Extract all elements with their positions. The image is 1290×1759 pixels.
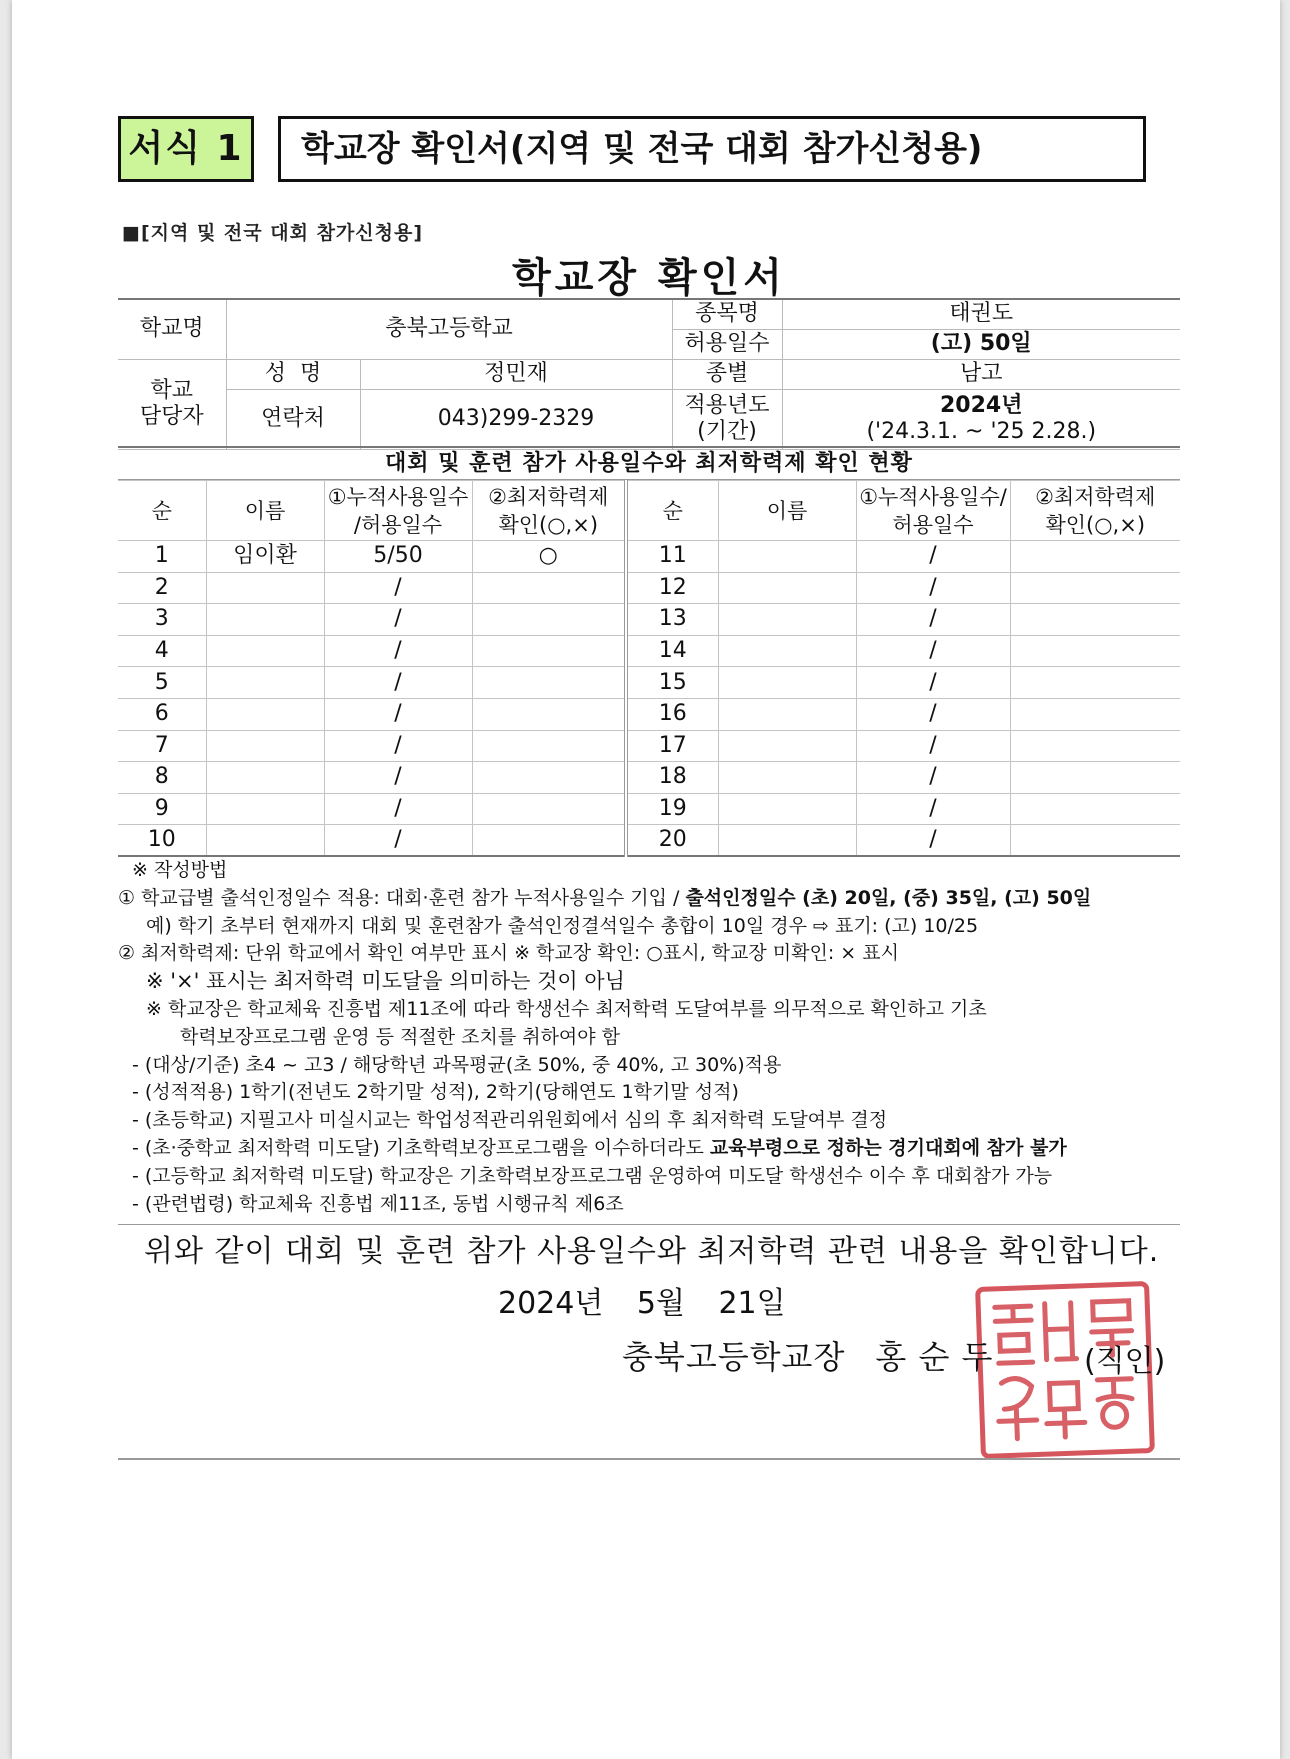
col-header-no: 순 [118,481,206,541]
row-name-right [718,825,856,857]
document-page [12,0,1280,1759]
row-check [472,635,626,667]
category-value: 남고 [782,359,1180,389]
table-row [118,541,1180,573]
row-name-right [718,604,856,636]
row-check-right [1010,635,1180,667]
col-header-check-right-line2: 확인(○,×) [1045,512,1146,537]
detail-5: - (고등학교 최저학력 미도달) 학교장은 기초학력보장프로그램 운영하여 미도달 학생선수 이수 후 대회참가 가능 [132,1164,1053,1187]
detail-4-bold: 교육부령으로 정하는 경기대회에 참가 불가 [709,1136,1067,1159]
table-row [118,730,1180,762]
row-name [206,825,324,857]
row-no-right: 16 [626,698,718,730]
contact-label: 연락처 [226,389,360,449]
row-days-right: / [856,635,1010,667]
row-days-right: / [856,793,1010,825]
row-check [472,667,626,699]
school-name-value: 충북고등학교 [226,299,672,359]
divider [118,1224,1180,1225]
row-days-right: / [856,762,1010,794]
manager-label-line2: 담당자 [139,404,204,429]
manager-name-value: 정민재 [360,359,672,389]
row-check-right [1010,825,1180,857]
row-check [472,762,626,794]
note-1-text: ① 학교급별 출석인정일수 적용: 대회·훈련 참가 누적사용일수 기입 / [118,886,686,909]
signer-school: 충북고등학교장 [622,1338,846,1376]
row-name: 임이환 [206,541,324,573]
row-no-right: 11 [626,541,718,573]
school-info-table [118,298,1180,450]
signer [622,1332,993,1378]
row-name-right [718,667,856,699]
row-no-right: 17 [626,730,718,762]
row-name-right [718,541,856,573]
detail-1: - (대상/기준) 초4 ~ 고3 / 해당학년 과목평균(초 50%, 중 40%, 고 30%)적용 [132,1053,782,1076]
row-no: 1 [118,541,206,573]
signer-name: 홍 순 두 [875,1338,994,1376]
row-name [206,730,324,762]
row-days: 5/50 [324,541,472,573]
row-check-right [1010,604,1180,636]
row-no-right: 19 [626,793,718,825]
detail-3: - (초등학교) 지필고사 미실시교는 학업성적관리위원회에서 심의 후 최저학력 도달여부 결정 [132,1109,888,1132]
allowed-days-value: (고) 50일 [782,329,1180,359]
row-days-right: / [856,730,1010,762]
row-check-right [1010,793,1180,825]
col-header-days-line2: /허용일수 [353,512,443,537]
row-no-right: 15 [626,667,718,699]
section-heading: 대회 및 훈련 참가 사용일수와 최저학력제 확인 현황 [118,446,1180,480]
year-value-line2: ('24.3.1. ~ '25 2.28.) [866,419,1097,444]
detail-4-text: - (초·중학교 최저학력 미도달) 기초학력보장프로그램을 이수하더라도 [132,1136,710,1159]
note-2-sub-2: ※ 학교장은 학교체육 진흥법 제11조에 따라 학생선수 최저학력 도달여부를 의무적으로 확인하고 기초 [146,997,987,1020]
col-header-name: 이름 [206,481,324,541]
note-2: ② 최저학력제: 단위 학교에서 확인 여부만 표시 ※ 학교장 확인: ○표시, 학교장 미확인: × 표시 [118,942,899,965]
year-value-line1: 2024년 [940,393,1023,418]
participants-table [118,480,1180,857]
detail-4 [118,1135,1188,1163]
form-number-tag: 서식 1 [118,116,254,182]
note-2-sub-2-cont: 학력보장프로그램 운영 등 적절한 조치를 취하여야 함 [180,1025,621,1048]
detail-6: - (관련법령) 학교체육 진흥법 제11조, 동법 시행규칙 제6조 [132,1192,624,1215]
sport-label: 종목명 [672,299,782,329]
row-check-right [1010,730,1180,762]
row-check [472,825,626,857]
row-no: 10 [118,825,206,857]
row-days: / [324,635,472,667]
allowed-days-label: 허용일수 [672,329,782,359]
row-check [472,793,626,825]
row-name [206,793,324,825]
note-1-bold: 출석인정일수 (초) 20일, (중) 35일, (고) 50일 [685,886,1092,909]
row-check [472,572,626,604]
col-header-days-line1: ①누적사용일수 [327,484,469,509]
document-title: 학교장 확인서 [512,255,786,301]
row-no: 9 [118,793,206,825]
row-days-right: / [856,825,1010,857]
row-check-right [1010,667,1180,699]
col-header-check-right-line1: ②최저학력제 [1035,484,1156,509]
row-days: / [324,572,472,604]
row-days: / [324,730,472,762]
row-name-right [718,635,856,667]
col-header-check-line1: ②최저학력제 [488,484,609,509]
col-header-name-right: 이름 [718,481,856,541]
row-no-right: 13 [626,604,718,636]
table-row [118,762,1180,794]
row-check-right [1010,762,1180,794]
row-check-right [1010,698,1180,730]
row-name-right [718,730,856,762]
col-header-check [472,481,626,541]
notes-heading: ※ 작성방법 [132,859,228,881]
form-subtitle: ■[지역 및 전국 대회 참가신청용] [122,222,424,244]
row-days: / [324,698,472,730]
row-name-right [718,762,856,794]
confirmation-statement: 위와 같이 대회 및 훈련 참가 사용일수와 최저학력 관련 내용을 확인합니다. [144,1234,1160,1269]
year-label-line1: 적용년도 [684,393,770,418]
row-name [206,635,324,667]
row-no: 6 [118,698,206,730]
row-no: 8 [118,762,206,794]
table-row [118,698,1180,730]
row-days: / [324,604,472,636]
row-no: 2 [118,572,206,604]
table-row [118,825,1180,857]
row-name-right [718,698,856,730]
signature-date: 2024년 5월 21일 [498,1286,786,1321]
row-name-right [718,572,856,604]
row-name [206,572,324,604]
row-no-right: 18 [626,762,718,794]
row-no-right: 14 [626,635,718,667]
col-header-check-right [1010,481,1180,541]
manager-label [118,359,226,449]
row-name [206,604,324,636]
bottom-divider [118,1458,1180,1460]
row-check [472,698,626,730]
table-row [118,793,1180,825]
manager-name-label: 성 명 [226,359,360,389]
row-days-right: / [856,541,1010,573]
row-no: 5 [118,667,206,699]
year-label [672,389,782,449]
col-header-days-right [856,481,1010,541]
row-days-right: / [856,604,1010,636]
seal-label: (직인) [1084,1344,1166,1379]
col-header-check-line2: 확인(○,×) [498,512,599,537]
row-name [206,698,324,730]
note-2-sub-1: ※ '×' 표시는 최저학력 미도달을 의미하는 것이 아님 [146,969,625,994]
row-check: ○ [472,541,626,573]
row-no-right: 20 [626,825,718,857]
note-1-example: 예) 학기 초부터 현재까지 대회 및 훈련참가 출석인정결석일수 총합이 10일 경우 ⇨ 표기: (고) 10/25 [146,914,979,937]
school-name-label: 학교명 [118,299,226,359]
contact-value: 043)299-2329 [360,389,672,449]
row-name [206,762,324,794]
col-header-no-right: 순 [626,481,718,541]
row-name-right [718,793,856,825]
row-no: 3 [118,604,206,636]
sport-value: 태권도 [782,299,1180,329]
table-row [118,667,1180,699]
col-header-days-right-line1: ①누적사용일수/ [859,484,1007,509]
writing-instructions [118,857,1188,1218]
row-name [206,667,324,699]
detail-2: - (성적적용) 1학기(전년도 2학기말 성적), 2학기(당해연도 1학기말 성적) [132,1081,739,1104]
row-no: 4 [118,635,206,667]
note-1 [118,885,1188,913]
form-title: 학교장 확인서(지역 및 전국 대회 참가신청용) [278,116,1146,182]
table-row [118,572,1180,604]
col-header-days [324,481,472,541]
table-row [118,635,1180,667]
row-check-right [1010,572,1180,604]
row-check [472,730,626,762]
row-days-right: / [856,698,1010,730]
row-check [472,604,626,636]
year-value [782,389,1180,449]
year-label-line2: (기간) [697,419,757,444]
table-header-row [118,481,1180,541]
row-days-right: / [856,572,1010,604]
row-days: / [324,667,472,699]
category-label: 종별 [672,359,782,389]
row-check-right [1010,541,1180,573]
row-days: / [324,825,472,857]
col-header-days-right-line2: 허용일수 [892,512,974,537]
row-no-right: 12 [626,572,718,604]
row-days-right: / [856,667,1010,699]
table-row [118,604,1180,636]
row-no: 7 [118,730,206,762]
manager-label-line1: 학교 [150,378,193,403]
row-days: / [324,793,472,825]
row-days: / [324,762,472,794]
